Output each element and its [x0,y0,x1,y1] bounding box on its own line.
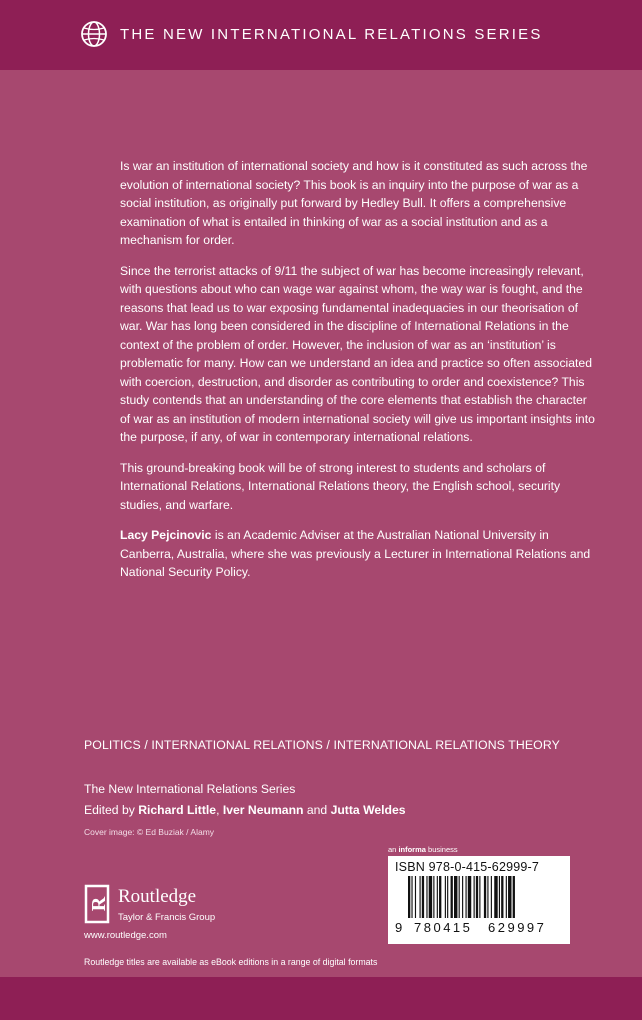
editor-name: Iver Neumann [222,803,304,817]
series-info [84,779,406,821]
editor-conjunction: and [303,803,331,817]
back-cover-blurb [120,157,600,594]
barcode-bar [479,876,480,918]
editor-separator: , [216,803,223,817]
barcode-icon [396,876,562,920]
barcode-bar [487,876,488,918]
barcode-bar [499,876,500,918]
ebook-availability-note: Routledge titles are available as eBook editions in a range of digital formats [84,957,378,967]
barcode-bar [501,876,503,918]
barcode-bar [437,876,438,918]
blurb-paragraph-2: Since the terrorist attacks of 9/11 the subject of war has become increasingly relevant, with questions about who can wage war against whom, the way war is fought, and the reasons that lead us to war exposing fundamental inadequacies in our theorisation of war. War has long been considered in the discipline of International Relations in the context of the problem of order. However, the inclusion of war as an ‘institution’ is problematic for many. How can we understand an idea and practice so often associated with coercion, destruction, and disorder as contributing to order and coexistence? This study contends that an understanding of the core elements that establish the character of war as an institution of modern international society will give us important insights into the purpose, if any, of war in contemporary international relations. [120,263,595,444]
isbn-label: ISBN 978-0-415-62999-7 [395,860,540,874]
barcode-bar [508,876,511,918]
series-title: THE NEW INTERNATIONAL RELATIONS SERIES [120,26,543,43]
barcode-bar [476,876,478,918]
barcode-bar [429,876,432,918]
informa-brand: informa [398,845,426,854]
barcode-bar [411,876,412,918]
barcode-panel [388,856,570,944]
author-bio [120,526,600,582]
svg-text:R: R [88,896,110,912]
subject-category: POLITICS / INTERNATIONAL RELATIONS / INTERNATIONAL RELATIONS THEORY [84,738,560,752]
barcode-bar [408,876,410,918]
barcode-bar [454,876,457,918]
barcode-bar [445,876,446,918]
barcode-bar [466,876,467,918]
routledge-logo-icon [84,884,112,926]
barcode-bar [462,876,463,918]
barcode-bar [422,876,424,918]
informa-tagline [388,845,458,854]
publisher-website[interactable]: www.routledge.com [84,930,167,941]
series-editors [84,800,406,821]
barcode-bar [491,876,492,918]
informa-prefix: an [388,845,399,854]
barcode-bar [439,876,441,918]
series-banner [0,0,642,70]
barcode-bar [433,876,434,918]
cover-image-credit: Cover image: © Ed Buziak / Alamy [84,827,215,837]
barcode-bar [420,876,421,918]
globe-icon [80,20,108,48]
barcode-digits-left: 780415 [414,920,473,935]
barcode-bar [484,876,486,918]
barcode-bar [468,876,471,918]
editor-name: Jutta Weldes [330,803,406,817]
edited-by-label: Edited by [84,803,139,817]
barcode-bar [451,876,453,918]
barcode-bar [459,876,460,918]
barcode-bar [513,876,515,918]
blurb-paragraph-1: Is war an institution of international society and how is it constituted as such across the evolution of international society? This book is an inquiry into the purpose of war as a social institution, as originally put forward by Hedley Bull. It offers a comprehensive examination of what is entailed in thinking of war as a social institution and as a mechanism for order. [120,159,588,247]
barcode-digits-right: 629997 [488,920,547,935]
barcode-bar [494,876,497,918]
series-name: The New International Relations Series [84,782,296,796]
barcode-bar [415,876,416,918]
publisher-group: Taylor & Francis Group [118,912,216,923]
barcode-lead-digit: 9 [395,920,405,935]
blurb-paragraph-3: This ground-breaking book will be of strong interest to students and scholars of International Relations, International Relations theory, the English school, security studies, and warfare. [120,460,561,512]
informa-suffix: business [425,845,458,854]
publisher-name: Routledge [118,886,197,907]
footer-band [0,977,642,1020]
author-bio-text: is an Academic Adviser at the Australian National University in Canberra, Australia, where she was previously a Lecturer in International Relations and National Security Policy. [120,528,591,579]
barcode-bar [506,876,507,918]
barcode-bar [447,876,448,918]
barcode-bar [426,876,427,918]
barcode-bar [474,876,475,918]
editor-name: Richard Little [138,803,217,817]
author-name: Lacy Pejcinovic [120,528,212,542]
